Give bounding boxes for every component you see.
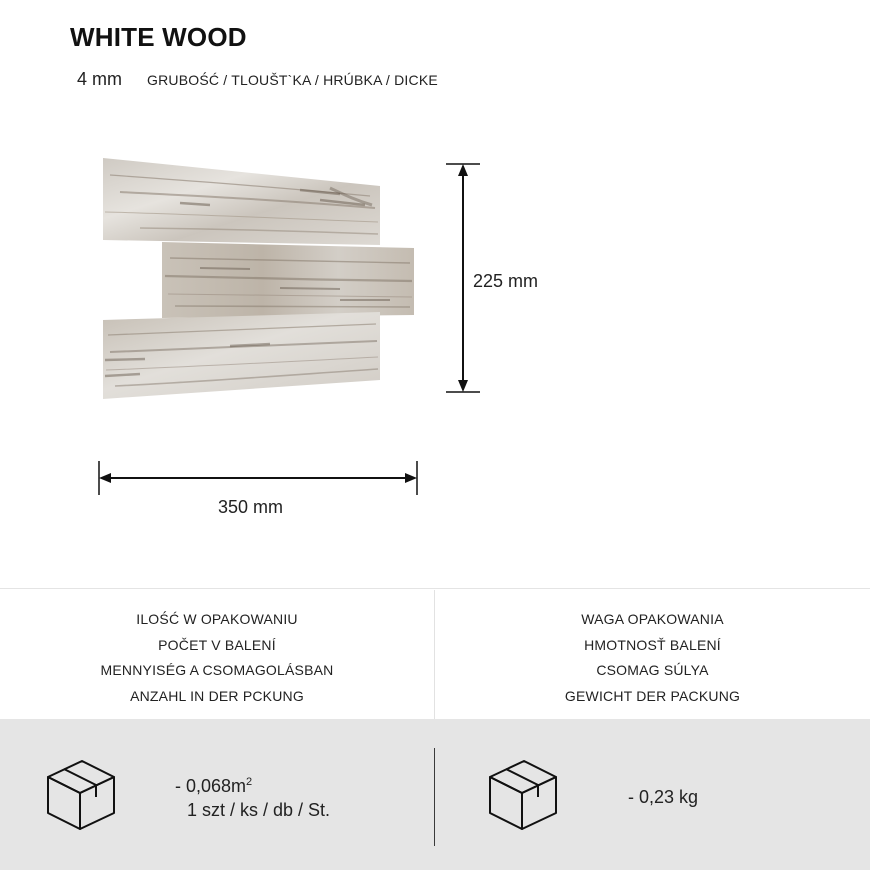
- width-dimension-label: 350 mm: [218, 497, 284, 517]
- package-area-value: [175, 776, 252, 797]
- area-unit-superscript: 2: [246, 776, 253, 788]
- package-weight-value: - 0,23 kg: [628, 787, 699, 807]
- box-icon: [44, 757, 118, 831]
- package-info-labels: [0, 588, 870, 720]
- quantity-label-pl: ILOŚĆ W OPAKOWANIU: [136, 611, 298, 627]
- divider-top: [434, 590, 435, 719]
- package-weight-labels: [435, 607, 870, 709]
- package-unit-line: 1 szt / ks / db / St.: [187, 800, 331, 820]
- box-icon: [486, 757, 560, 831]
- quantity-label-de: ANZAHL IN DER PCKUNG: [130, 687, 304, 704]
- quantity-label-cz: POČET V BALENÍ: [158, 636, 276, 653]
- weight-label-de: GEWICHT DER PACKUNG: [564, 687, 741, 704]
- weight-label-pl: WAGA OPAKOWANIA: [581, 611, 724, 627]
- package-info-values: [0, 719, 870, 870]
- quantity-label-hu: MENNYISÉG A CSOMAGOLÁSBAN: [100, 662, 334, 678]
- divider-bottom: [434, 748, 435, 846]
- weight-label-cz: HMOTNOSŤ BALENÍ: [584, 636, 721, 653]
- height-dimension-label: 225 mm: [473, 271, 539, 291]
- thickness-label: GRUBOŚĆ / TLOUŠT`KA / HRÚBKA / DICKE: [147, 72, 438, 88]
- product-title: WHITE WOOD: [70, 22, 247, 52]
- package-quantity-labels: [0, 607, 434, 709]
- thickness-value: 4 mm: [77, 69, 122, 89]
- weight-label-hu: CSOMAG SÚLYA: [596, 662, 709, 678]
- area-value-text: - 0,068m: [175, 776, 247, 796]
